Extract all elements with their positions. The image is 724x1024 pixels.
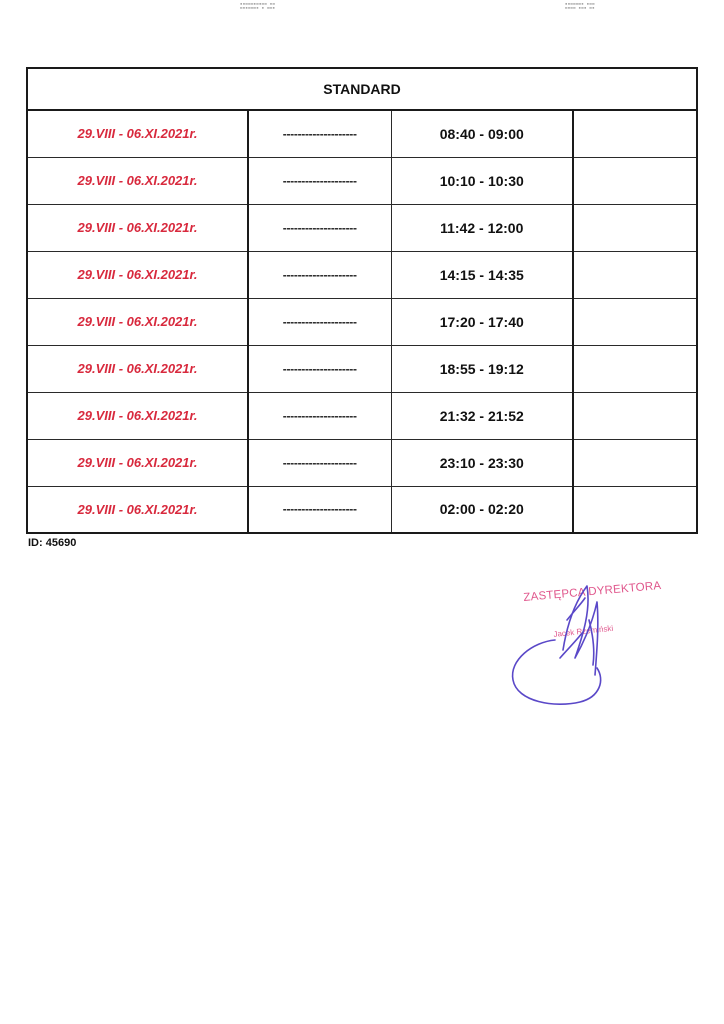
scanned-header-left: ▪▪▬▬▬▪▬▪▬▬ ▪▬ ▬▪▪▬▬▬▪ ▪ ▬▬▪ [240, 2, 276, 10]
row-empty-cell [573, 251, 697, 298]
row-time-range: 17:20 - 17:40 [391, 298, 573, 345]
row-date-range: 29.VIII - 06.XI.2021r. [27, 251, 248, 298]
stamp-title: ZASTĘPCA DYREKTORA [523, 579, 662, 604]
row-time-range: 08:40 - 09:00 [391, 110, 573, 157]
row-placeholder-dashes: -------------------- [248, 298, 391, 345]
table-row [27, 110, 697, 157]
table-row [27, 345, 697, 392]
row-date-range: 29.VIII - 06.XI.2021r. [27, 204, 248, 251]
row-empty-cell [573, 110, 697, 157]
row-time-range: 18:55 - 19:12 [391, 345, 573, 392]
row-time-range: 11:42 - 12:00 [391, 204, 573, 251]
row-date-range: 29.VIII - 06.XI.2021r. [27, 157, 248, 204]
handwritten-signature [505, 580, 675, 715]
table-row [27, 439, 697, 486]
document-id: ID: 45690 [28, 537, 77, 549]
table-row [27, 204, 697, 251]
row-date-range: 29.VIII - 06.XI.2021r. [27, 345, 248, 392]
table-header-row [27, 68, 697, 110]
stamp-name: Jacek Rzemiński [553, 623, 614, 639]
table-row [27, 392, 697, 439]
row-date-range: 29.VIII - 06.XI.2021r. [27, 439, 248, 486]
row-empty-cell [573, 439, 697, 486]
table-body [27, 110, 697, 533]
row-empty-cell [573, 204, 697, 251]
table-row [27, 486, 697, 533]
director-stamp [505, 580, 675, 715]
row-empty-cell [573, 298, 697, 345]
row-placeholder-dashes: -------------------- [248, 439, 391, 486]
row-date-range: 29.VIII - 06.XI.2021r. [27, 298, 248, 345]
row-placeholder-dashes: -------------------- [248, 251, 391, 298]
row-time-range: 23:10 - 23:30 [391, 439, 573, 486]
row-date-range: 29.VIII - 06.XI.2021r. [27, 486, 248, 533]
table-row [27, 251, 697, 298]
row-placeholder-dashes: -------------------- [248, 345, 391, 392]
row-empty-cell [573, 157, 697, 204]
row-empty-cell [573, 345, 697, 392]
row-time-range: 14:15 - 14:35 [391, 251, 573, 298]
row-time-range: 02:00 - 02:20 [391, 486, 573, 533]
row-date-range: 29.VIII - 06.XI.2021r. [27, 392, 248, 439]
row-time-range: 21:32 - 21:52 [391, 392, 573, 439]
table-row [27, 298, 697, 345]
row-empty-cell [573, 486, 697, 533]
row-time-range: 10:10 - 10:30 [391, 157, 573, 204]
row-empty-cell [573, 392, 697, 439]
row-placeholder-dashes: -------------------- [248, 110, 391, 157]
schedule-table [26, 67, 698, 534]
table-title: STANDARD [27, 68, 697, 110]
row-date-range: 29.VIII - 06.XI.2021r. [27, 110, 248, 157]
row-placeholder-dashes: -------------------- [248, 486, 391, 533]
row-placeholder-dashes: -------------------- [248, 157, 391, 204]
row-placeholder-dashes: -------------------- [248, 392, 391, 439]
row-placeholder-dashes: -------------------- [248, 204, 391, 251]
table-row [27, 157, 697, 204]
scanned-header-right: ▪▪▬▬▬▬▪ ▪▬▬ ▬▪▬▬ ▪▬▪ ▬▪ [565, 2, 595, 10]
